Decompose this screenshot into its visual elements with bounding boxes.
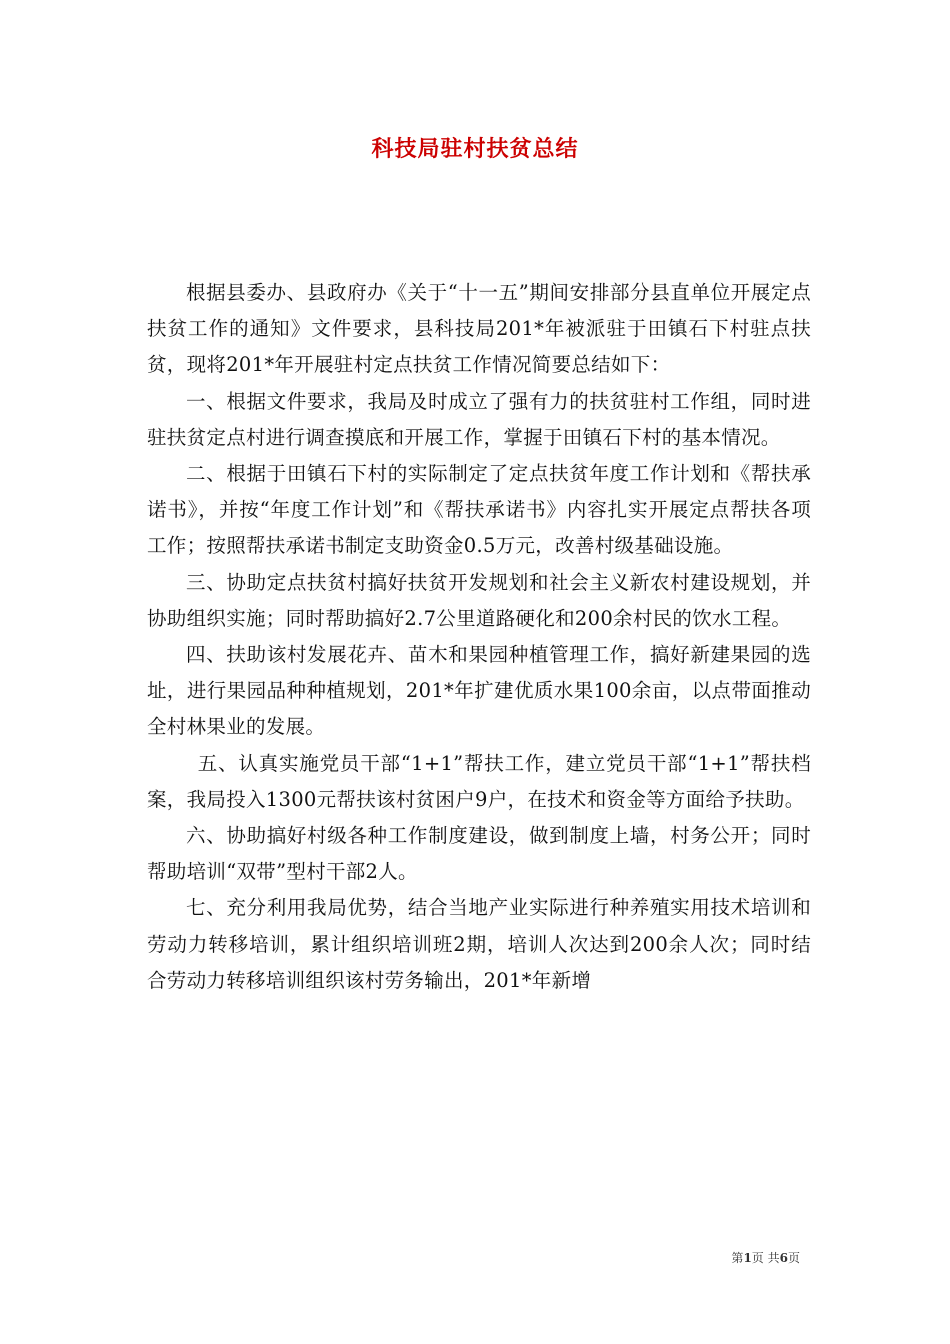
page-number-footer — [731, 1250, 800, 1266]
footer-current-page: 1 — [743, 1251, 752, 1265]
paragraph-4: 四、扶助该村发展花卉、苗木和果园种植管理工作，搞好新建果园的选址，进行果园品种种植规划，201*年扩建优质水果100余亩，以点带面推动全村林果业的发展。 — [147, 643, 811, 739]
paragraph-1: 一、根据文件要求，我局及时成立了强有力的扶贫驻村工作组，同时进驻扶贫定点村进行调查摸底和开展工作，掌握于田镇石下村的基本情况。 — [147, 389, 811, 449]
paragraph-2: 二、根据于田镇石下村的实际制定了定点扶贫年度工作计划和《帮扶承诺书》，并按“年度工作计划”和《帮扶承诺书》内容扎实开展定点帮扶各项工作；按照帮扶承诺书制定支助资金0.5万元，改善村级基础设施。 — [147, 462, 811, 558]
footer-middle: 页 共 — [751, 1251, 780, 1265]
paragraph-6: 六、协助搞好村级各种工作制度建设，做到制度上墙，村务公开；同时帮助培训“双带”型村干部2人。 — [147, 824, 811, 884]
document-body — [147, 275, 811, 999]
paragraph-3: 三、协助定点扶贫村搞好扶贫开发规划和社会主义新农村建设规划，并协助组织实施；同时帮助搞好2.7公里道路硬化和200余村民的饮水工程。 — [147, 570, 811, 630]
paragraph-intro: 根据县委办、县政府办《关于“十一五”期间安排部分县直单位开展定点扶贫工作的通知》文件要求，县科技局201*年被派驻于田镇石下村驻点扶贫，现将201*年开展驻村定点扶贫工作情况简要总结如下： — [147, 281, 811, 377]
footer-prefix: 第 — [731, 1251, 744, 1265]
footer-suffix: 页 — [787, 1251, 800, 1265]
paragraph-7: 七、充分利用我局优势，结合当地产业实际进行种养殖实用技术培训和劳动力转移培训，累计组织培训班2期，培训人次达到200余人次；同时结合劳动力转移培训组织该村劳务输出，201*年新增 — [147, 896, 811, 992]
paragraph-5: 五、认真实施党员干部“1+1”帮扶工作，建立党员干部“1+1”帮扶档案，我局投入1300元帮扶该村贫困户9户，在技术和资金等方面给予扶助。 — [147, 751, 811, 811]
footer-total-pages: 6 — [779, 1251, 788, 1265]
document-title: 科技局驻村扶贫总结 — [371, 136, 579, 162]
